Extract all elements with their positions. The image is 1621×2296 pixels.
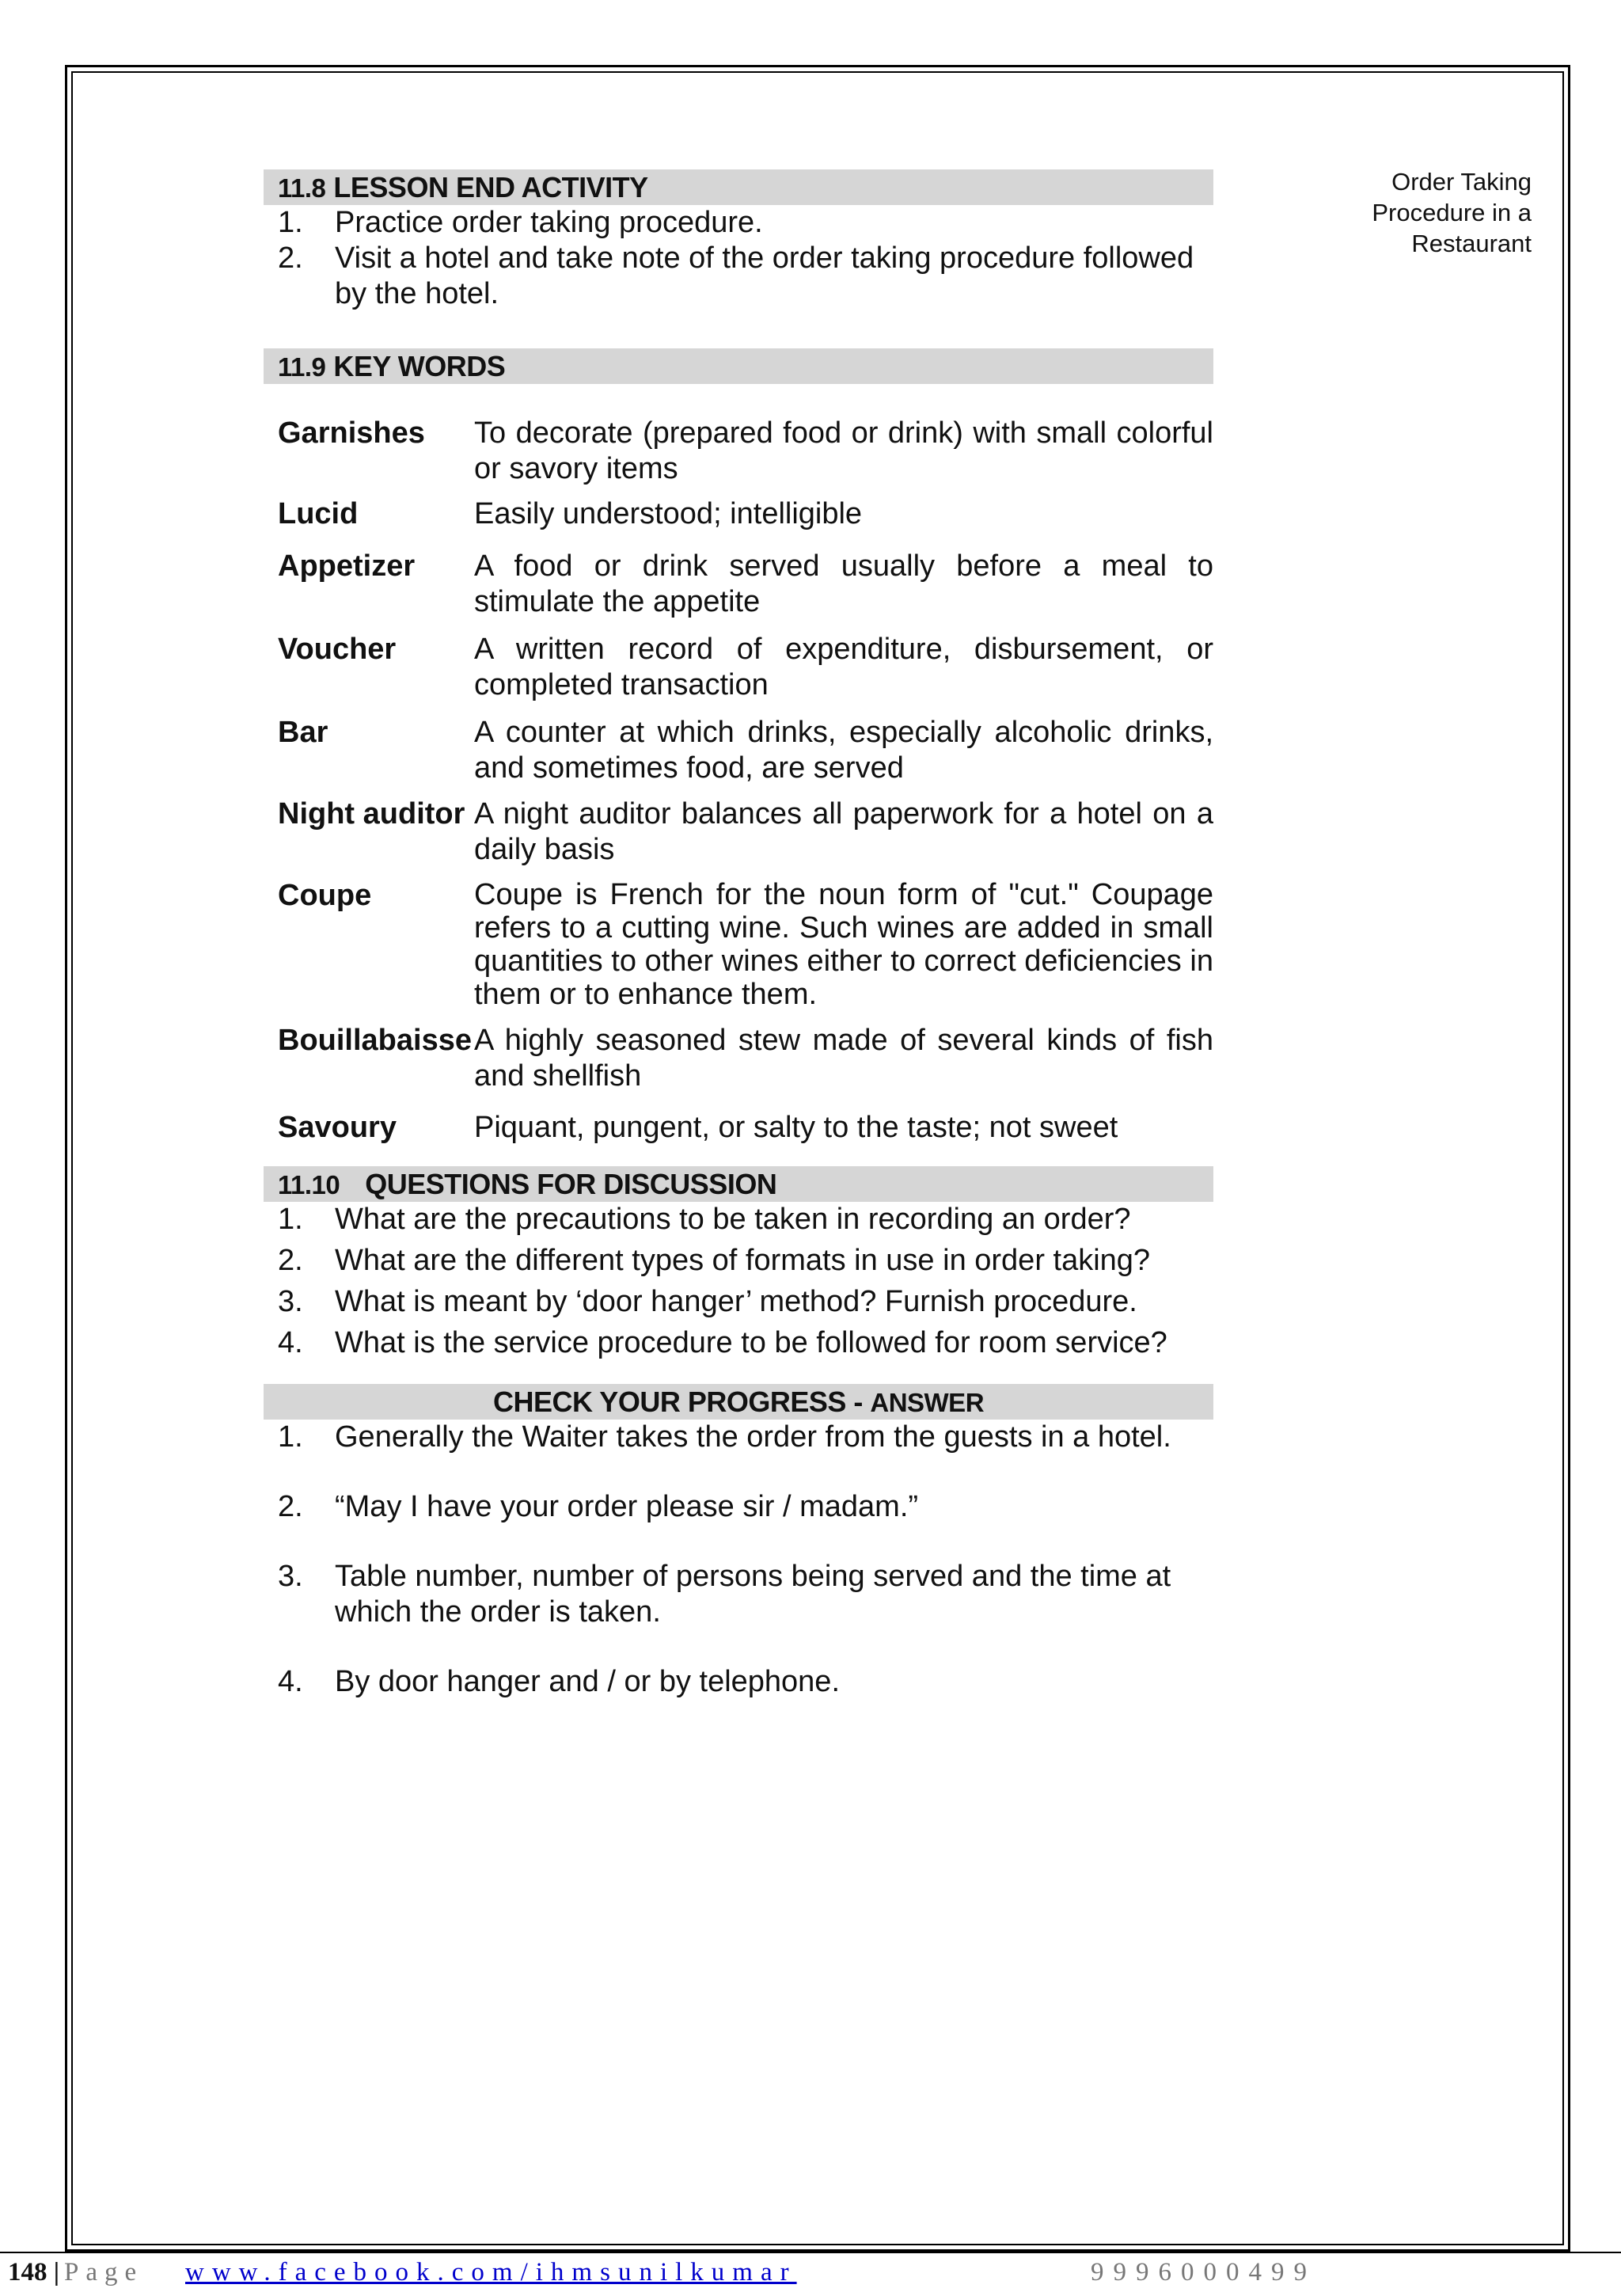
list-item	[264, 1202, 1213, 1237]
keyword-term: Garnishes	[278, 416, 425, 450]
item-text: What is meant by ‘door hanger’ method? Furnish procedure.	[335, 1285, 1137, 1318]
keyword-definition: A highly seasoned stew made of several kinds of fish and shellfish	[474, 1024, 1213, 1093]
item-text: What are the precautions to be taken in recording an order?	[335, 1203, 1131, 1236]
item-number: 3.	[278, 1285, 303, 1318]
keyword-term: Appetizer	[278, 549, 416, 583]
item-number: 1.	[278, 1203, 303, 1236]
keyword-definition: A night auditor balances all paperwork for a hotel on a daily basis	[474, 797, 1213, 866]
activity-list	[264, 205, 1213, 312]
keyword-term: Bar	[278, 716, 328, 749]
keyword-row	[264, 549, 1213, 620]
section-heading-discussion	[264, 1166, 1213, 1202]
keyword-definition: A written record of expenditure, disbursement, or completed transaction	[474, 633, 1213, 701]
keyword-term: Bouillabaisse	[278, 1024, 472, 1057]
item-number: 4.	[278, 1665, 303, 1698]
keyword-definition: Easily understood; intelligible	[474, 497, 863, 530]
section-number: 11.8	[278, 173, 326, 203]
keyword-term: Night auditor	[278, 797, 465, 831]
keyword-term: Savoury	[278, 1111, 397, 1144]
item-text: Practice order taking procedure.	[335, 206, 763, 239]
keywords-table	[264, 416, 1213, 1146]
keyword-row	[264, 416, 1213, 487]
list-item	[264, 1284, 1213, 1320]
answers-list	[264, 1420, 1213, 1700]
item-number: 2.	[278, 1490, 303, 1523]
keyword-row	[264, 1110, 1213, 1146]
item-number: 1.	[278, 206, 303, 239]
keyword-term: Coupe	[278, 879, 372, 912]
list-item	[264, 1243, 1213, 1279]
side-note	[1290, 166, 1532, 259]
page-word: Page	[64, 2258, 144, 2286]
item-text: What are the different types of formats in use in order taking?	[335, 1244, 1151, 1277]
page-footer	[8, 2255, 1615, 2290]
keyword-row	[264, 632, 1213, 703]
keyword-row	[264, 496, 1213, 532]
item-text: Table number, number of persons being served and the time at which the order is taken.	[335, 1560, 1171, 1629]
keyword-definition: A counter at which drinks, especially alcoholic drinks, and sometimes food, are served	[474, 716, 1213, 785]
phone-number: 9996000499	[1091, 2258, 1316, 2286]
item-number: 2.	[278, 241, 303, 275]
section-title: CHECK YOUR PROGRESS -	[492, 1386, 871, 1418]
section-heading-keywords	[264, 348, 1213, 384]
keyword-row	[264, 715, 1213, 786]
item-text: Visit a hotel and take note of the order taking procedure followed by the hotel.	[335, 241, 1194, 310]
keyword-definition: Piquant, pungent, or salty to the taste; not sweet	[474, 1111, 1118, 1144]
main-content	[264, 169, 1213, 1734]
section-number: 11.10	[278, 1170, 340, 1199]
list-item	[264, 1420, 1213, 1455]
keyword-row	[264, 1023, 1213, 1094]
keyword-definition: A food or drink served usually before a meal to stimulate the appetite	[474, 549, 1213, 618]
list-item	[264, 1664, 1213, 1700]
section-title: LESSON END ACTIVITY	[333, 171, 648, 203]
section-title: KEY WORDS	[333, 350, 506, 382]
item-text: What is the service procedure to be followed for room service?	[335, 1326, 1167, 1359]
page-number-group	[8, 2255, 143, 2290]
discussion-list	[264, 1202, 1213, 1361]
list-item	[264, 241, 1213, 312]
page-number: 148 |	[8, 2258, 60, 2286]
side-note-line: Restaurant	[1411, 230, 1532, 257]
list-item	[264, 1325, 1213, 1361]
item-number: 2.	[278, 1244, 303, 1277]
item-number: 3.	[278, 1560, 303, 1593]
item-number: 1.	[278, 1420, 303, 1454]
item-text: Generally the Waiter takes the order from the guests in a hotel.	[335, 1420, 1171, 1454]
item-number: 4.	[278, 1326, 303, 1359]
list-item	[264, 1559, 1213, 1630]
keyword-definition: Coupe is French for the noun form of "cut." Coupage refers to a cutting wine. Such wines are added in small quantities to other wines either to correct deficiencies in them or to enhance them.	[474, 878, 1213, 1011]
footer-rule	[0, 2252, 1621, 2253]
keyword-term: Lucid	[278, 497, 359, 530]
item-text: By door hanger and / or by telephone.	[335, 1665, 841, 1698]
item-text: “May I have your order please sir / madam.”	[335, 1490, 919, 1523]
keyword-row	[264, 796, 1213, 868]
section-title-suffix: ANSWER	[870, 1388, 985, 1417]
facebook-link[interactable]: www.facebook.com/ihmsunilkumar	[185, 2258, 797, 2286]
side-note-line: Procedure in a	[1372, 199, 1532, 226]
side-note-line: Order Taking	[1391, 168, 1532, 196]
section-heading-progress	[264, 1384, 1213, 1420]
keyword-term: Voucher	[278, 633, 397, 666]
list-item	[264, 1489, 1213, 1525]
section-heading-activity	[264, 169, 1213, 205]
section-title: QUESTIONS FOR DISCUSSION	[365, 1168, 777, 1200]
section-number: 11.9	[278, 352, 326, 382]
keyword-definition: To decorate (prepared food or drink) with small colorful or savory items	[474, 416, 1213, 485]
list-item	[264, 205, 1213, 241]
keyword-row	[264, 878, 1213, 1011]
